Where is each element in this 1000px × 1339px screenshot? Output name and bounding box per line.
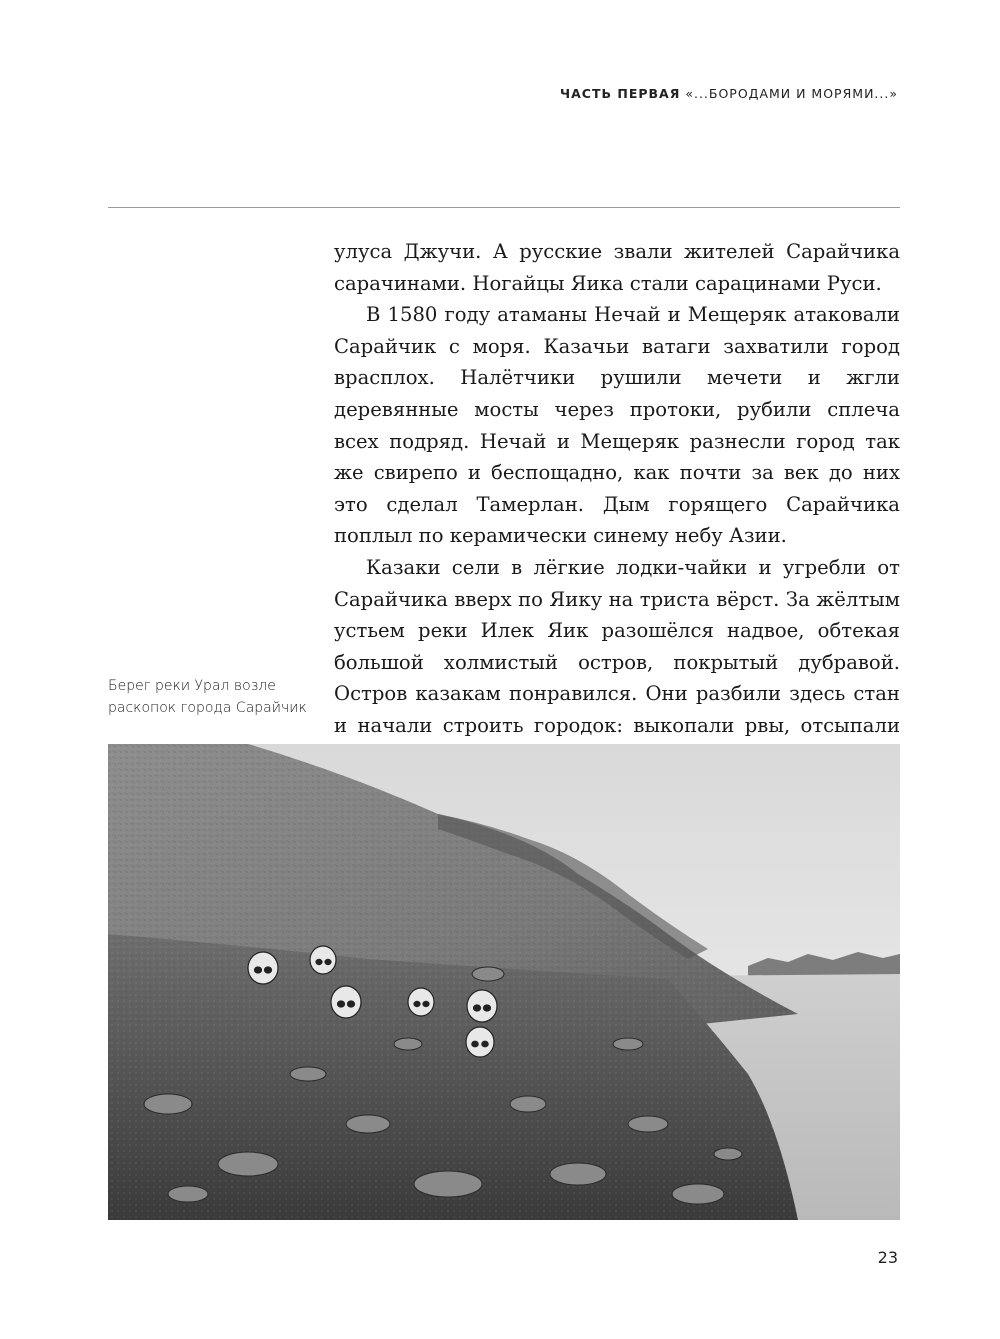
paragraph: Казаки сели в лёгкие лодки-чайки и угребли от Сарайчика вверх по Яику на триста вёрст. За жёлтым устьем реки Илек Яик разошёлся надвое, обтекая большой холмистый остров, покрытый дубравой. Остров казакам понравился. Они разбили здесь стан и начали строить городок: выкопали рвы, отсыпали: [334, 555, 900, 737]
caption-line: раскопок города Сарайчик: [108, 700, 307, 716]
running-head-part: ЧАСТЬ ПЕРВАЯ: [560, 86, 681, 101]
paragraph: улуса Джучи. А русские звали жителей Сарайчика сарачинами. Ногайцы Яика стали сарацинами Руси.: [334, 240, 900, 295]
running-head: [560, 86, 898, 101]
running-head-section: «...БОРОДАМИ И МОРЯМИ...»: [685, 86, 898, 101]
caption-line: Берег реки Урал возле: [108, 678, 276, 694]
skull: [248, 952, 278, 984]
header-rule: [108, 207, 900, 208]
photo-caption: [108, 675, 308, 719]
riverbank-photo: [108, 744, 900, 1220]
paragraph: В 1580 году атаманы Нечай и Мещеряк атаковали Сарайчик с моря. Казачьи ватаги захватили город врасплох. Налётчики рушили мечети и жгли деревянные мосты через протоки, рубили сплеча всех подряд. Нечай и Мещеряк разнесли город так же свирепо и беспощадно, как почти за век до них это сделал Тамерлан. Дым горящего Сарайчика поплыл по керамически синему небу Азии.: [334, 303, 900, 548]
page-number: 23: [877, 1248, 898, 1267]
